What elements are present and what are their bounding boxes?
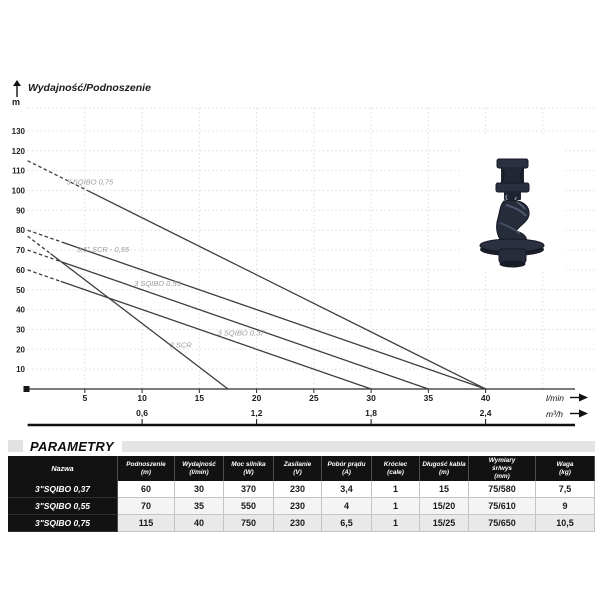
value-cell: 1	[372, 498, 420, 515]
y-tick-label: 130	[11, 126, 25, 136]
curve-3-5-scr-0-55	[62, 242, 486, 389]
x-tick-label-m3h: 2,4	[479, 408, 492, 418]
value-cell: 7,5	[536, 481, 595, 498]
value-cell: 10,5	[536, 515, 595, 532]
value-cell: 15/25	[420, 515, 469, 532]
curve-label-3-scr: 3 SCR	[169, 340, 192, 350]
y-tick-label: 50	[16, 285, 25, 295]
pump-product-image	[460, 135, 565, 271]
x-tick-label-lmin: 25	[309, 393, 319, 403]
parameters-section-title: PARAMETRY	[30, 438, 114, 454]
x-unit-m3h: m³/h	[546, 409, 563, 419]
x-tick-label-lmin: 5	[82, 393, 88, 403]
table-header-row	[8, 456, 595, 481]
table-row-sqibo-055	[8, 498, 595, 515]
header-unit: (m)	[439, 468, 449, 476]
header-label: Nazwa	[51, 464, 74, 473]
y-axis-unit-label: m	[12, 97, 21, 107]
column-header-wymiary	[469, 456, 536, 481]
table-row-sqibo-075	[8, 515, 595, 532]
value-cell: 35	[175, 498, 224, 515]
value-cell: 40	[175, 515, 224, 532]
value-cell: 230	[274, 515, 322, 532]
header-unit: (kg)	[559, 468, 571, 476]
column-header-krociec	[372, 456, 420, 481]
header-label: Zasilanie	[283, 460, 312, 468]
table-row-sqibo-037	[8, 481, 595, 498]
lmin-arrow-icon	[579, 394, 588, 402]
value-cell: 75/580	[469, 481, 536, 498]
value-cell: 1	[372, 481, 420, 498]
x-unit-lmin: l/min	[546, 393, 564, 403]
x-tick-label-lmin: 20	[251, 393, 262, 403]
header-label: Pobór prądu	[327, 460, 366, 468]
y-tick-label: 30	[16, 325, 25, 335]
column-header-nazwa	[8, 456, 118, 481]
value-cell: 6,5	[322, 515, 372, 532]
header-label: Podnoszenie	[126, 460, 166, 468]
parameters-table	[8, 456, 595, 532]
curve-3-sqibo-0-55	[62, 262, 428, 389]
value-cell: 75/650	[469, 515, 536, 532]
origin-marker	[24, 386, 30, 392]
header-unit: (W)	[243, 468, 254, 476]
y-tick-label: 20	[16, 345, 25, 355]
y-tick-label: 80	[16, 226, 25, 236]
column-header-wydajnosc	[175, 456, 224, 481]
value-cell: 30	[175, 481, 224, 498]
section-bullet-square	[8, 440, 23, 452]
y-tick-label: 120	[11, 146, 25, 156]
header-label: Wymiary	[488, 456, 516, 464]
column-header-zasilanie	[274, 456, 322, 481]
y-tick-label: 110	[12, 166, 25, 176]
curve-label-3-5-scr-0-55: 3,5" SCR - 0,55	[76, 245, 130, 255]
value-cell: 4	[322, 498, 372, 515]
parameters-section-header	[8, 438, 595, 454]
x-tick-label-m3h: 0,6	[136, 408, 149, 418]
value-cell: 15/20	[420, 498, 469, 515]
y-tick-label: 60	[16, 265, 25, 275]
value-cell: 1	[372, 515, 420, 532]
header-unit: (cale)	[387, 468, 404, 476]
curve-dashed-start-3-sqibo-0-37	[28, 270, 61, 282]
value-cell: 115	[118, 515, 175, 532]
y-tick-label: 10	[16, 365, 25, 375]
value-cell: 75/610	[469, 498, 536, 515]
y-tick-label: 90	[16, 206, 25, 216]
value-cell: 550	[224, 498, 274, 515]
curve-label-3-sqibo-0-55: 3 SQIBO 0,55	[134, 278, 181, 288]
header-sublabel: śr/wys	[492, 464, 512, 472]
curve-label-3-sqibo-0-37: 3 SQIBO 0,37	[217, 328, 265, 338]
header-label: Waga	[556, 460, 574, 468]
header-unit: (V)	[293, 468, 302, 476]
column-header-waga	[536, 456, 595, 481]
x-tick-label-lmin: 35	[423, 393, 434, 403]
row-name-cell: 3"SQIBO 0,37	[8, 481, 118, 498]
header-label: Króciec	[383, 460, 408, 468]
curve-label-3-sqibo-0-75: 3 SQIBO 0,75	[66, 177, 114, 187]
value-cell: 370	[224, 481, 274, 498]
y-tick-label: 40	[16, 305, 25, 315]
x-tick-label-m3h: 1,2	[250, 408, 263, 418]
header-label: Wydajność	[182, 460, 216, 468]
value-cell: 750	[224, 515, 274, 532]
value-cell: 230	[274, 481, 322, 498]
curve-dashed-start-3-sqibo-0-55	[28, 250, 62, 262]
y-tick-label: 100	[11, 186, 25, 196]
x-tick-label-lmin: 15	[194, 393, 205, 403]
value-cell: 9	[536, 498, 595, 515]
value-cell: 230	[274, 498, 322, 515]
header-unit: (mm)	[494, 472, 510, 480]
column-header-pobor-pradu	[322, 456, 372, 481]
x-tick-label-lmin: 10	[137, 393, 147, 403]
column-header-moc-silnika	[224, 456, 274, 481]
row-name-cell: 3"SQIBO 0,75	[8, 515, 118, 532]
header-label: Moc silnika	[231, 460, 266, 468]
header-label: Długość kabla	[422, 460, 466, 468]
row-name-cell: 3"SQIBO 0,55	[8, 498, 118, 515]
value-cell: 60	[118, 481, 175, 498]
x-tick-label-lmin: 30	[366, 393, 376, 403]
header-unit: (A)	[342, 468, 351, 476]
value-cell: 70	[118, 498, 175, 515]
m3h-arrow-icon	[579, 410, 588, 418]
curve-dashed-start-3-scr	[28, 236, 51, 253]
header-unit: (l/min)	[189, 468, 209, 476]
column-header-podnoszenie	[118, 456, 175, 481]
value-cell: 15	[420, 481, 469, 498]
chart-title: Wydajność/Podnoszenie	[28, 82, 151, 94]
y-tick-label: 70	[16, 246, 25, 256]
header-unit: (m)	[141, 468, 151, 476]
section-decor-band	[122, 441, 595, 452]
column-header-dlugosc-kabla	[420, 456, 469, 481]
x-tick-label-lmin: 40	[480, 393, 491, 403]
x-tick-label-m3h: 1,8	[365, 408, 378, 418]
value-cell: 3,4	[322, 481, 372, 498]
